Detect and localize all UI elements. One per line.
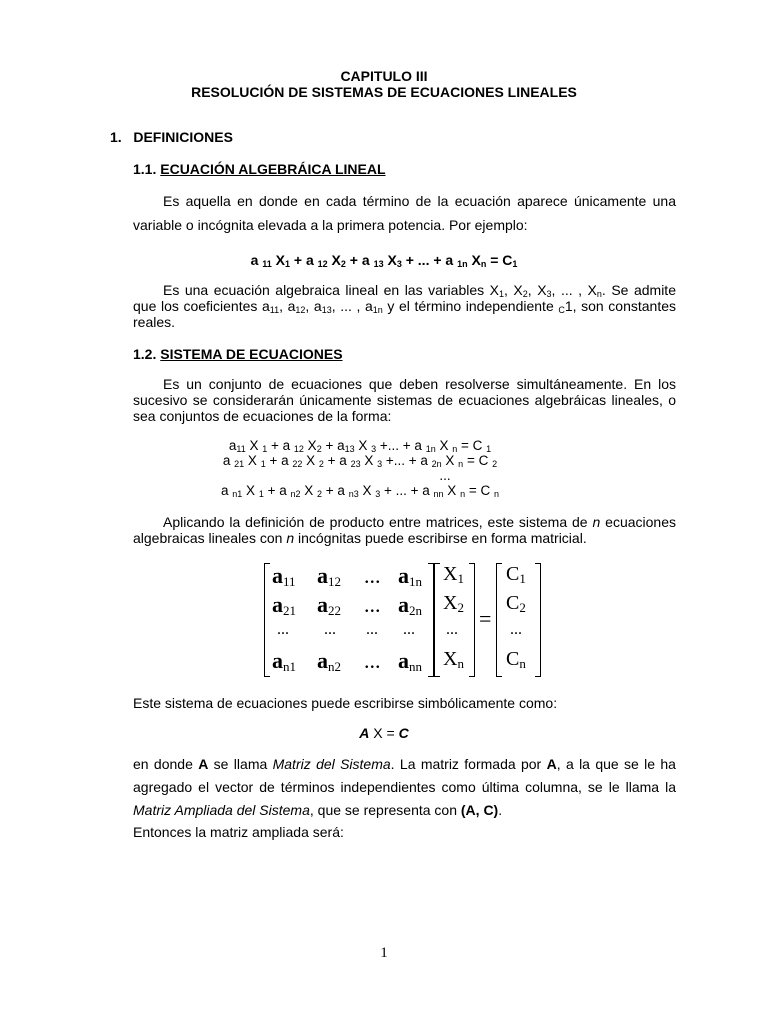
matrix-a-cell: ... xyxy=(366,621,378,638)
vector-c-right-bracket xyxy=(535,563,541,677)
subsection-1-1-title: ECUACIÓN ALGEBRÁICA LINEAL xyxy=(160,161,386,177)
section-1-number: 1. xyxy=(110,129,122,145)
vector-x-cell: ... xyxy=(446,621,458,638)
vector-x-cell: $X_1$ xyxy=(443,563,464,586)
matrix-a-cell: $a_{2n}$ xyxy=(398,592,422,618)
matrix-a-cell: $a_{11}$ xyxy=(272,563,296,589)
symbolic-equation: A X = C xyxy=(359,725,409,741)
system-row: $a_{11}$ X $_1$ + a $_{12}$ $X_2 + a_{13}$ X $_3$ +... + a $_{1n}$ X $_n$ = C $_1$ xyxy=(228,438,492,454)
paragraph-matrix-definitions: en donde A se llama Matriz del Sistema. La matriz formada por A, a la que se le ha agregado el vector de términos independientes como última columna, se le llama la Matriz Ampliada del Sistema, que se representa con (A, C). xyxy=(133,756,676,818)
matrix-a-cell: $a_{12}$ xyxy=(317,563,341,589)
vector-c-left-bracket xyxy=(496,563,502,677)
system-row: a $_{21}$ X $_1$ + a $_{22}$ X $_2$ + a $_{23}$ X $_3$ +... + a $_{2n}$ X $_n$ = C $_2$ xyxy=(222,453,498,469)
matrix-a-left-bracket xyxy=(264,563,270,677)
paragraph-symbolic-intro: Este sistema de ecuaciones puede escribirse simbólicamente como: xyxy=(133,695,558,711)
matrix-a-cell: $a_{n2}$ xyxy=(317,648,341,674)
vector-x-right-bracket xyxy=(469,563,475,677)
matrix-a-cell: $a_{n1}$ xyxy=(272,648,296,674)
paragraph-system-definition: Es un conjunto de ecuaciones que deben resolverse simultáneamente. En los sucesivo se considerarán únicamente sistemas de ecuaciones algebráicas lineales, o sea conjuntos de ecuaciones de la forma: xyxy=(133,376,676,424)
paragraph-augmented-intro: Entonces la matriz ampliada será: xyxy=(133,824,344,840)
vector-x-cell: $X_n$ xyxy=(443,648,464,671)
matrix-a-cell: ... xyxy=(364,563,381,588)
subsection-1-1-heading xyxy=(133,161,386,177)
paragraph-definition: Es aquella en donde en cada término de la ecuación aparece únicamente una variable o incógnita elevada a la primera potencia. Por ejemplo: xyxy=(133,193,676,233)
vector-c-cell: $C_n$ xyxy=(506,648,526,671)
subsection-1-1-number: 1.1. xyxy=(133,161,157,177)
matrix-a-cell: ... xyxy=(324,621,336,638)
equation-system xyxy=(0,438,720,498)
vector-c-cell: $C_1$ xyxy=(506,563,526,586)
matrix-a-cell: $a_{22}$ xyxy=(317,592,341,618)
system-row: a $_{n1}$ X $_1$ + a $_{n2}$ X $_2$ + a $_{n3}$ X $_3$ + ... + a $_{nn}$ X $_n$ = C $_n$ xyxy=(221,483,499,499)
vector-c-cell: $C_2$ xyxy=(506,592,526,615)
page-number: 1 xyxy=(380,945,388,961)
chapter-label: CAPITULO III xyxy=(340,68,428,84)
paragraph-matrix-form: Aplicando la definición de producto entre matrices, este sistema de n ecuaciones algebraicas lineales con n incógnitas puede escribirse en forma matricial. xyxy=(133,514,677,546)
matrix-a-cell: ... xyxy=(364,648,381,673)
vector-c-cell: ... xyxy=(510,621,522,638)
matrix-a-cell: ... xyxy=(277,621,289,638)
matrix-a-cell: ... xyxy=(403,621,415,638)
system-row: ... xyxy=(439,468,451,483)
vector-x-left-bracket xyxy=(434,563,440,677)
section-1-title: DEFINICIONES xyxy=(133,129,233,145)
subsection-1-2-title: SISTEMA DE ECUACIONES xyxy=(160,346,343,362)
matrix-a-cell: ... xyxy=(364,592,381,617)
paragraph-equation-description: Es una ecuación algebraica lineal en las variables $X_1$, $X_2$, $X_3$, ... , $X_n$. Se admite que los coeficientes $a_{11}$, $a_{12}$, $a_{13}$, ... , $a_{1n}$ y el término independiente $_C$1, son constantes reales. xyxy=(133,282,677,330)
matrix-a-right-bracket xyxy=(428,563,434,677)
matrix-a-cell: $a_{21}$ xyxy=(272,592,296,618)
subsection-1-2-heading xyxy=(133,346,343,362)
section-1-heading xyxy=(110,129,233,145)
linear-equation: a $_{11}$ $X_1 + a$ $_{12}$ $X_2 + a$ $_{13}$ $X_3$ + ... + a $_{1n}$ $X_n = C_1$ xyxy=(250,252,518,269)
matrix-a-cell: $a_{nn}$ xyxy=(398,648,422,674)
matrix-a-cell: $a_{1n}$ xyxy=(398,563,422,589)
vector-x-cell: $X_2$ xyxy=(443,592,464,615)
chapter-title: RESOLUCIÓN DE SISTEMAS DE ECUACIONES LINEALES xyxy=(191,84,577,100)
subsection-1-2-number: 1.2. xyxy=(133,346,157,362)
equals-sign: = xyxy=(479,606,492,631)
